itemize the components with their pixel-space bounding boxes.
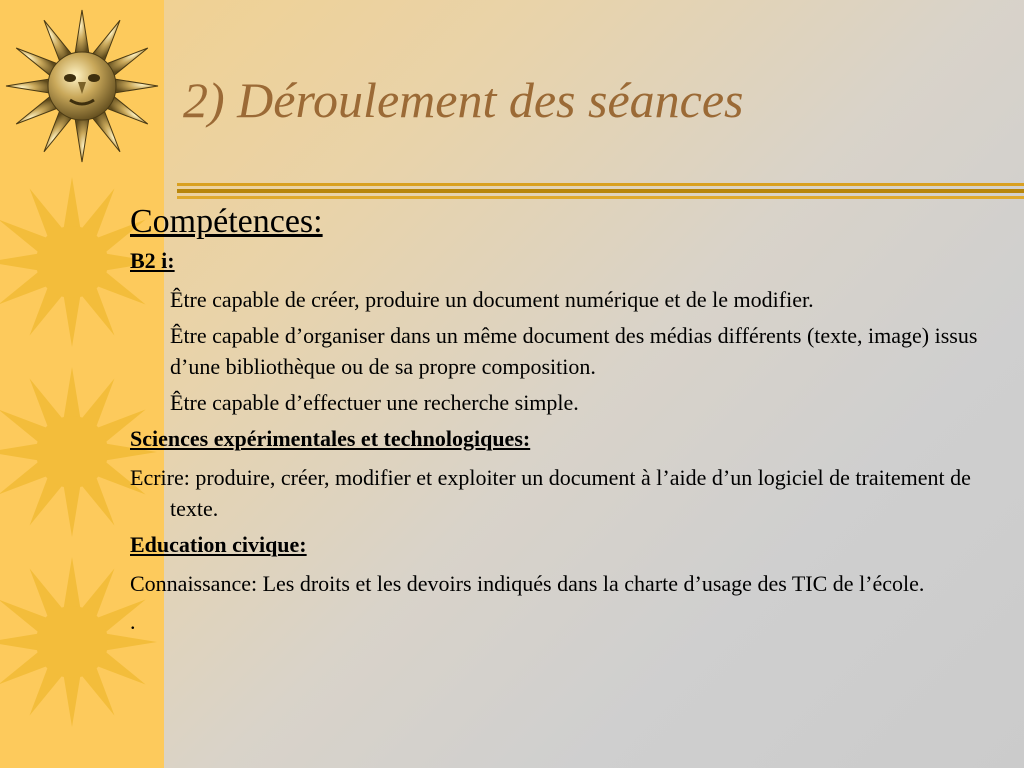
b2i-item: Être capable d’organiser dans un même document des médias différents (texte, image) issus d’une bibliothèque ou de sa propre composition. bbox=[170, 323, 978, 379]
sciences-text: Ecrire: produire, créer, modifier et exploiter un document à l’aide d’un logiciel de traitement de texte. bbox=[130, 465, 971, 521]
slide-body bbox=[130, 202, 1010, 635]
title-divider bbox=[177, 180, 1024, 202]
sciences-label: Sciences expérimentales et technologiques: bbox=[130, 426, 531, 451]
slide-title: 2) Déroulement des séances bbox=[183, 72, 744, 128]
b2i-label: B2 i: bbox=[130, 248, 175, 273]
trailing-dot: . bbox=[130, 609, 136, 634]
b2i-item: Être capable de créer, produire un document numérique et de le modifier. bbox=[170, 287, 814, 312]
civique-label: Education civique: bbox=[130, 532, 307, 557]
civique-text: Connaissance: Les droits et les devoirs indiqués dans la charte d’usage des TIC de l’école. bbox=[130, 571, 925, 596]
b2i-item: Être capable d’effectuer une recherche simple. bbox=[170, 390, 579, 415]
competences-heading: Compétences: bbox=[130, 203, 323, 240]
sun-face-icon bbox=[2, 6, 162, 166]
